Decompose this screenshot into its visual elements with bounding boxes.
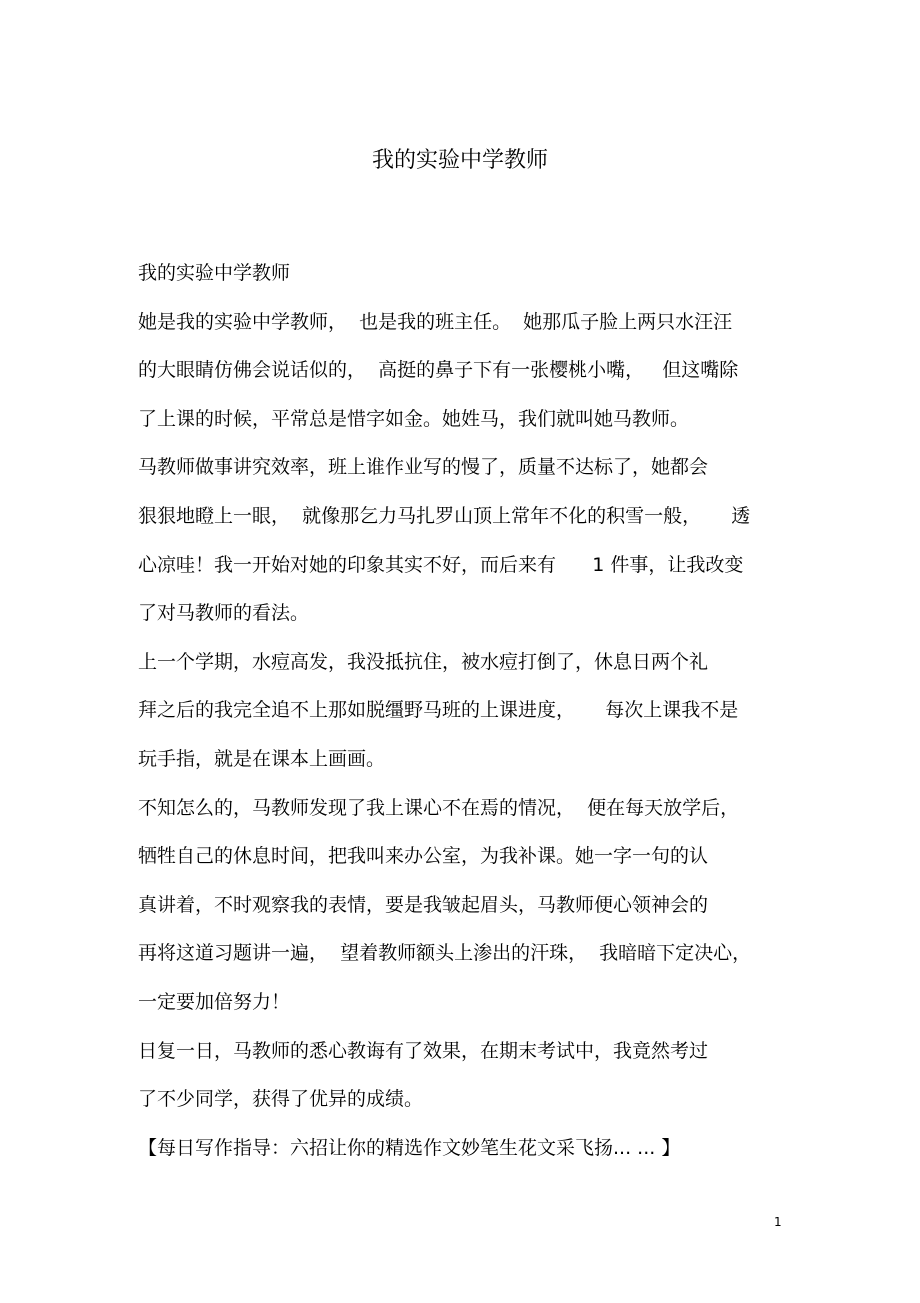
text-line: 了对马教师的看法。 xyxy=(138,602,310,625)
text-line: 她是我的实验中学教师， 也是我的班主任。 她那瓜子脸上两只水汪汪 xyxy=(138,310,733,333)
text-line: 狠狠地瞪上一眼， 就像那乞力马扎罗山顶上常年不化的积雪一般， 透 xyxy=(138,504,751,527)
text-line: 真讲着，不时观察我的表情，要是我皱起眉头，马教师便心领神会的 xyxy=(138,893,709,916)
text-line: 上一个学期，水痘高发，我没抵抗住，被水痘打倒了，休息日两个礼 xyxy=(138,650,709,673)
text-line: 了不少同学，获得了优异的成绩。 xyxy=(138,1088,424,1111)
text-line: 拜之后的我完全追不上那如脱缰野马班的上课进度， 每次上课我不是 xyxy=(138,699,739,722)
text-line: 马教师做事讲究效率，班上谁作业写的慢了，质量不达标了，她都会 xyxy=(138,456,709,479)
text-line: 日复一日，马教师的悉心教诲有了效果，在期末考试中，我竟然考过 xyxy=(138,1039,709,1062)
text-line: 了上课的时候，平常总是惜字如金。她姓马，我们就叫她马教师。 xyxy=(138,407,690,430)
text-line: 心凉哇！我一开始对她的印象其实不好，而后来有 1 件事，让我改变 xyxy=(138,553,744,576)
text-line: 一定要加倍努力！ xyxy=(138,990,291,1013)
text-line: 不知怎么的，马教师发现了我上课心不在焉的情况， 便在每天放学后， xyxy=(138,796,740,819)
text-line: 牺牲自己的休息时间，把我叫来办公室，为我补课。她一字一句的认 xyxy=(138,845,709,868)
text-line: 再将这道习题讲一遍， 望着教师额头上渗出的汗珠， 我暗暗下定决心， xyxy=(138,942,752,965)
subtitle-line: 我的实验中学教师 xyxy=(138,262,291,284)
text-line: 【每日写作指导：六招让你的精选作文妙笔生花文采飞扬... ... 】 xyxy=(138,1136,681,1159)
document-body xyxy=(138,259,798,1182)
text-line: 玩手指，就是在课本上画画。 xyxy=(138,747,386,770)
text-line: 的大眼睛仿佛会说话似的， 高挺的鼻子下有一张樱桃小嘴， 但这嘴除 xyxy=(138,359,739,382)
page-number: 1 xyxy=(774,1215,782,1229)
document-title: 我的实验中学教师 xyxy=(371,148,548,173)
